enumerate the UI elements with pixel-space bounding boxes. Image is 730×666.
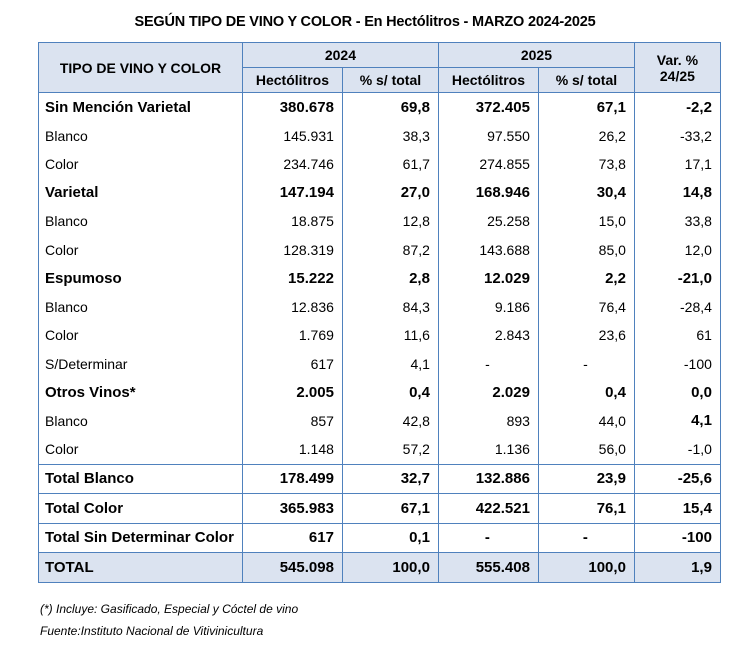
column-header-hectoliters-2024: Hectólitros [242, 68, 342, 93]
cell-variation: -28,4 [634, 293, 720, 322]
cell-pct-2025: 76,4 [538, 293, 634, 322]
cell-pct-2024: 67,1 [342, 494, 438, 524]
row-label: Total Color [39, 494, 243, 524]
cell-hectoliters-2025: 12.029 [438, 264, 538, 293]
row-label: Espumoso [39, 264, 243, 293]
cell-hectoliters-2025: 9.186 [438, 293, 538, 322]
cell-pct-2025: 30,4 [538, 179, 634, 208]
cell-hectoliters-2024: 15.222 [242, 264, 342, 293]
cell-pct-2024: 11,6 [342, 321, 438, 350]
row-label: Total Blanco [39, 464, 243, 494]
table-row-grand-total [39, 553, 721, 583]
cell-pct-2025: 100,0 [538, 553, 634, 583]
table-row [39, 264, 721, 293]
cell-pct-2024: 12,8 [342, 207, 438, 236]
cell-hectoliters-2025: 97.550 [438, 122, 538, 151]
cell-pct-2025: - [538, 523, 634, 553]
row-label: Blanco [39, 207, 243, 236]
table-row [39, 207, 721, 236]
table-row [39, 150, 721, 179]
cell-hectoliters-2025: - [438, 350, 538, 379]
row-label: Sin Mención Varietal [39, 93, 243, 122]
cell-hectoliters-2025: 2.029 [438, 378, 538, 407]
row-label: Color [39, 321, 243, 350]
table-row [39, 179, 721, 208]
table-row [39, 378, 721, 407]
table-row [39, 236, 721, 265]
cell-variation: -2,2 [634, 93, 720, 122]
column-header-variation: Var. % 24/25 [634, 43, 720, 93]
footnote-source: Fuente:Instituto Nacional de Vitivinicultura [40, 624, 264, 638]
cell-pct-2025: 56,0 [538, 435, 634, 464]
column-header-pct-2025: % s/ total [538, 68, 634, 93]
row-label: Otros Vinos* [39, 378, 243, 407]
cell-variation: 1,9 [634, 553, 720, 583]
cell-hectoliters-2024: 617 [242, 523, 342, 553]
cell-pct-2025: 76,1 [538, 494, 634, 524]
cell-variation: 14,8 [634, 179, 720, 208]
cell-pct-2024: 4,1 [342, 350, 438, 379]
cell-hectoliters-2024: 380.678 [242, 93, 342, 122]
cell-hectoliters-2024: 178.499 [242, 464, 342, 494]
cell-variation: -21,0 [634, 264, 720, 293]
cell-hectoliters-2025: 893 [438, 407, 538, 436]
row-label: Blanco [39, 122, 243, 151]
cell-variation: 4,1 [634, 407, 720, 436]
cell-hectoliters-2024: 2.005 [242, 378, 342, 407]
table-title: SEGÚN TIPO DE VINO Y COLOR - En Hectólitros - MARZO 2024-2025 [134, 14, 596, 30]
cell-hectoliters-2025: 168.946 [438, 179, 538, 208]
cell-hectoliters-2024: 147.194 [242, 179, 342, 208]
cell-variation: -100 [634, 350, 720, 379]
cell-hectoliters-2024: 18.875 [242, 207, 342, 236]
row-label: Blanco [39, 407, 243, 436]
cell-pct-2024: 42,8 [342, 407, 438, 436]
cell-variation: -33,2 [634, 122, 720, 151]
cell-hectoliters-2025: 274.855 [438, 150, 538, 179]
cell-variation: 12,0 [634, 236, 720, 265]
column-header-hectoliters-2025: Hectólitros [438, 68, 538, 93]
cell-pct-2024: 100,0 [342, 553, 438, 583]
table-row [39, 435, 721, 464]
row-label: Varietal [39, 179, 243, 208]
cell-hectoliters-2024: 145.931 [242, 122, 342, 151]
cell-pct-2025: 15,0 [538, 207, 634, 236]
cell-variation: -100 [634, 523, 720, 553]
cell-variation: 61 [634, 321, 720, 350]
cell-variation: 33,8 [634, 207, 720, 236]
cell-pct-2025: - [538, 350, 634, 379]
cell-pct-2025: 23,6 [538, 321, 634, 350]
cell-pct-2024: 38,3 [342, 122, 438, 151]
table-row-total-white [39, 464, 721, 494]
column-header-2025: 2025 [438, 43, 634, 68]
cell-pct-2024: 0,4 [342, 378, 438, 407]
cell-pct-2024: 69,8 [342, 93, 438, 122]
cell-pct-2024: 87,2 [342, 236, 438, 265]
wine-volume-table [38, 42, 721, 583]
cell-pct-2024: 0,1 [342, 523, 438, 553]
table-row-total-color [39, 494, 721, 524]
column-header-type: TIPO DE VINO Y COLOR [39, 43, 243, 93]
cell-variation: 15,4 [634, 494, 720, 524]
row-label: Color [39, 236, 243, 265]
cell-hectoliters-2024: 545.098 [242, 553, 342, 583]
cell-hectoliters-2025: 422.521 [438, 494, 538, 524]
cell-hectoliters-2025: 25.258 [438, 207, 538, 236]
cell-hectoliters-2024: 1.769 [242, 321, 342, 350]
cell-pct-2025: 67,1 [538, 93, 634, 122]
cell-hectoliters-2024: 617 [242, 350, 342, 379]
cell-variation: 17,1 [634, 150, 720, 179]
row-label: Total Sin Determinar Color [39, 523, 243, 553]
cell-hectoliters-2024: 1.148 [242, 435, 342, 464]
table-row [39, 321, 721, 350]
row-label: Color [39, 435, 243, 464]
cell-pct-2025: 26,2 [538, 122, 634, 151]
cell-hectoliters-2024: 365.983 [242, 494, 342, 524]
cell-pct-2025: 44,0 [538, 407, 634, 436]
cell-hectoliters-2025: 555.408 [438, 553, 538, 583]
cell-hectoliters-2024: 128.319 [242, 236, 342, 265]
cell-hectoliters-2024: 857 [242, 407, 342, 436]
cell-pct-2025: 0,4 [538, 378, 634, 407]
cell-pct-2024: 32,7 [342, 464, 438, 494]
cell-pct-2024: 27,0 [342, 179, 438, 208]
cell-pct-2025: 85,0 [538, 236, 634, 265]
row-label: S/Determinar [39, 350, 243, 379]
table-row [39, 93, 721, 122]
cell-hectoliters-2025: 1.136 [438, 435, 538, 464]
cell-pct-2025: 2,2 [538, 264, 634, 293]
table-row [39, 407, 721, 436]
cell-variation: 0,0 [634, 378, 720, 407]
cell-hectoliters-2024: 234.746 [242, 150, 342, 179]
row-label: Color [39, 150, 243, 179]
cell-variation: -25,6 [634, 464, 720, 494]
cell-hectoliters-2024: 12.836 [242, 293, 342, 322]
cell-hectoliters-2025: 132.886 [438, 464, 538, 494]
cell-pct-2025: 73,8 [538, 150, 634, 179]
cell-hectoliters-2025: - [438, 523, 538, 553]
cell-pct-2024: 61,7 [342, 150, 438, 179]
column-header-pct-2024: % s/ total [342, 68, 438, 93]
cell-pct-2024: 84,3 [342, 293, 438, 322]
cell-hectoliters-2025: 143.688 [438, 236, 538, 265]
cell-pct-2024: 2,8 [342, 264, 438, 293]
column-header-2024: 2024 [242, 43, 438, 68]
cell-variation: -1,0 [634, 435, 720, 464]
cell-hectoliters-2025: 372.405 [438, 93, 538, 122]
cell-pct-2025: 23,9 [538, 464, 634, 494]
table-row-total-undetermined [39, 523, 721, 553]
row-label: TOTAL [39, 553, 243, 583]
cell-hectoliters-2025: 2.843 [438, 321, 538, 350]
table-row [39, 350, 721, 379]
footnote-other-wines: (*) Incluye: Gasificado, Especial y Cóctel de vino [40, 602, 299, 616]
table-row [39, 122, 721, 151]
table-row [39, 293, 721, 322]
cell-pct-2024: 57,2 [342, 435, 438, 464]
row-label: Blanco [39, 293, 243, 322]
